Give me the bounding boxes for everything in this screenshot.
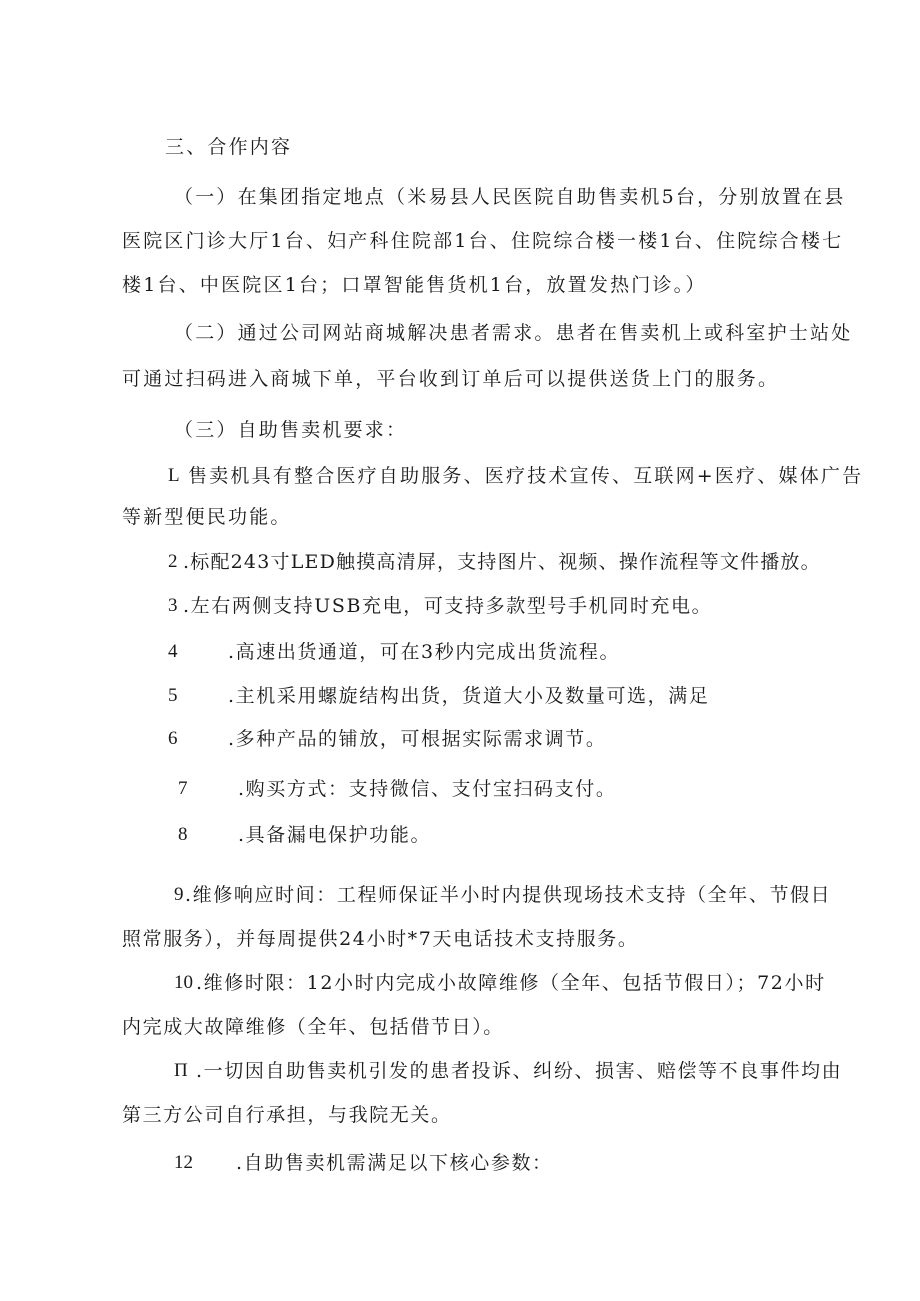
item-1-number: L [168,465,180,486]
item-2-text: .标配243寸LED触摸高清屏，支持图片、视频、操作流程等文件播放。 [183,551,821,573]
paragraph-1-line-2: 医院区门诊大厅1台、妇产科住院部1台、住院综合楼一楼1台、住院综合楼七 [122,230,844,252]
item-4-text: .高速出货通道，可在3秒内完成出货流程。 [228,641,621,663]
item-12-text: .自助售卖机需满足以下核心参数： [236,1152,553,1174]
item-7-number: 7 [178,778,188,799]
item-1-line-2: 等新型便民功能。 [122,506,292,528]
item-10-line-2: 内完成大故障维修（全年、包括借节日）。 [122,1016,504,1038]
item-8-text: .具备漏电保护功能。 [238,824,432,846]
paragraph-2-line-1: （二）通过公司网站商城解决患者需求。患者在售卖机上或科室护士站处 [174,322,853,344]
item-12-number: 12 [174,1152,193,1173]
item-3-text: .左右两侧支持USB充电，可支持多款型号手机同时充电。 [183,595,713,617]
section-heading: 三、合作内容 [165,136,293,158]
item-10-number: 10 [174,972,193,993]
item-7-text: .购买方式：支持微信、支付宝扫码支付。 [238,778,617,800]
item-5-text: .主机采用螺旋结构出货，货道大小及数量可选，满足 [228,685,710,707]
item-11-line-1: .一切因自助售卖机引发的患者投诉、纠纷、损害、赔偿等不良事件均由 [196,1060,843,1082]
paragraph-3-line-1: （三）自助售卖机要求： [174,419,408,441]
item-6-text: .多种产品的铺放，可根据实际需求调节。 [228,728,607,750]
item-5-number: 5 [168,685,178,706]
item-6-number: 6 [168,728,178,749]
item-3-number: 3 [168,595,178,616]
item-9-line-2: 照常服务），并每周提供24小时*7天电话技术支持服务。 [122,928,639,950]
paragraph-1-line-1: （一）在集团指定地点（米易县人民医院自助售卖机5台，分别放置在县 [174,186,846,208]
item-10-line-1: .维修时限：12小时内完成小故障维修（全年、包括节假日）；72小时 [196,972,826,994]
paragraph-2-line-2: 可通过扫码进入商城下单，平台收到订单后可以提供送货上门的服务。 [122,368,780,390]
item-9-line-1: .维修响应时间：工程师保证半小时内提供现场技术支持（全年、节假日 [185,884,832,906]
item-8-number: 8 [178,824,188,845]
item-4-number: 4 [168,641,178,662]
item-1-line-1: 售卖机具有整合医疗自助服务、医疗技术宣传、互联网+医疗、媒体广告 [188,465,864,487]
item-11-line-2: 第三方公司自行承担，与我院无关。 [122,1104,452,1126]
item-2-number: 2 [168,551,178,572]
item-11-number: Π [174,1060,188,1081]
paragraph-1-line-3: 楼1台、中医院区1台；口罩智能售货机1台，放置发热门诊。） [122,274,707,296]
item-9-number: 9 [174,884,184,905]
